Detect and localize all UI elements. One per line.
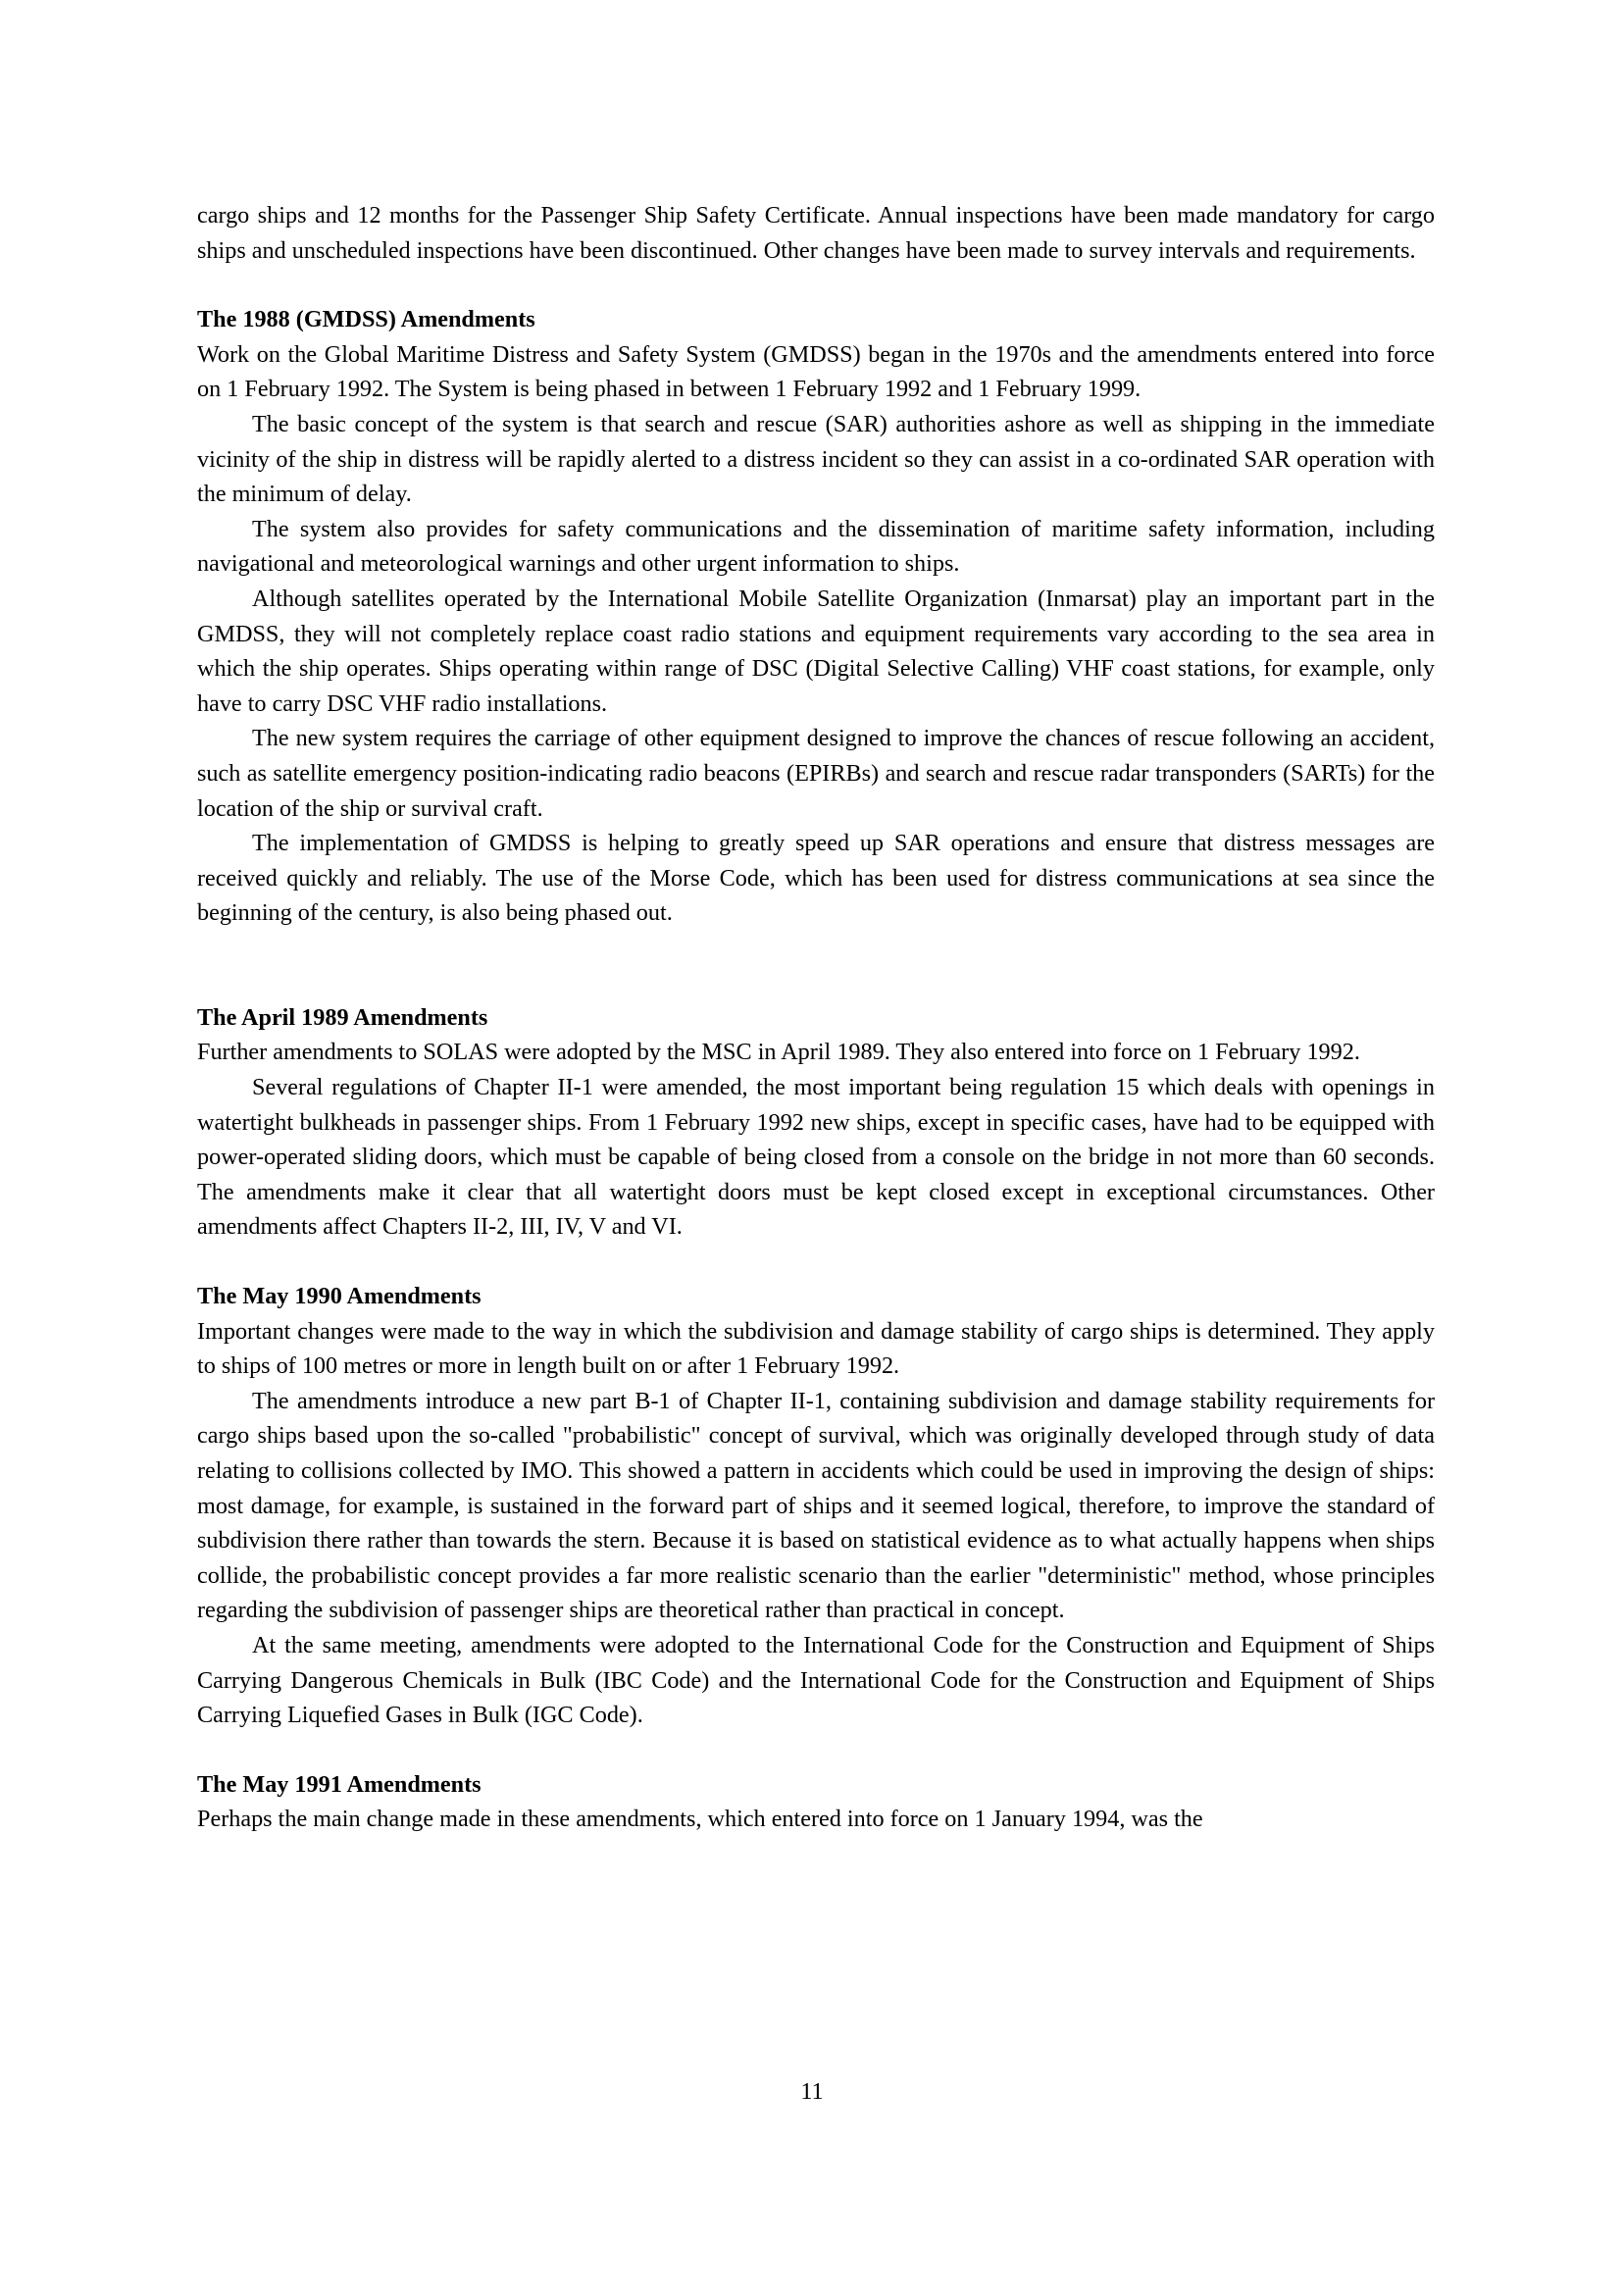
section-heading: The May 1991 Amendments (197, 1770, 482, 1798)
section-paragraph: Perhaps the main change made in these amendments, which entered into force on 1 January 1994, was the (197, 1806, 1203, 1833)
section-paragraph: The amendments introduce a new part B-1 of Chapter II-1, containing subdivision and damage stability requirements for cargo ships based upon the so-called "probabilistic" concept of survival, which was originally developed through study of data relating to collisions collected by IMO. This showed a pattern in accidents which could be used in improving the design of ships: most damage, for example, is sustained in the forward part of ships and it seemed logical, therefore, to improve the standard of subdivision there rather than towards the stern. Because it is based on statistical evidence as to what actually happens when ships collide, the probabilistic concept provides a far more realistic scenario than the earlier "deterministic" method, whose principles regarding the subdivision of passenger ships are theoretical rather than practical in concept. (197, 1387, 1435, 1624)
section-1988-gmdss (197, 302, 1435, 931)
spacer (197, 268, 1435, 302)
section-paragraph: The basic concept of the system is that search and rescue (SAR) authorities ashore as well as shipping in the immediate vicinity of the ship in distress will be rapidly alerted to a distress incident so they can assist in a co-ordinated SAR operation with the minimum of delay. (197, 410, 1435, 508)
section-april-1989 (197, 1000, 1435, 1245)
section-paragraph: Important changes were made to the way in which the subdivision and damage stability of cargo ships is determined. They apply to ships of 100 metres or more in length built on or after 1 February 1992. (197, 1317, 1435, 1380)
document-page (197, 198, 1435, 1837)
page-number: 11 (800, 2078, 824, 2105)
section-paragraph: At the same meeting, amendments were adopted to the International Code for the Construction and Equipment of Ships Carrying Dangerous Chemicals in Bulk (IBC Code) and the International Code for the Construction and Equipment of Ships Carrying Liquefied Gases in Bulk (IGC Code). (197, 1631, 1435, 1729)
section-paragraph: The implementation of GMDSS is helping to greatly speed up SAR operations and ensure that distress messages are received quickly and reliably. The use of the Morse Code, which has been used for distress communications at sea since the beginning of the century, is also being phased out. (197, 830, 1435, 927)
section-paragraph: Further amendments to SOLAS were adopted by the MSC in April 1989. They also entered into force on 1 February 1992. (197, 1039, 1360, 1066)
section-paragraph: The new system requires the carriage of other equipment designed to improve the chances of rescue following an accident, such as satellite emergency position-indicating radio beacons (EPIRBs) and search and rescue radar transponders (SARTs) for the location of the ship or survival craft. (197, 725, 1435, 822)
section-paragraph: Work on the Global Maritime Distress and Safety System (GMDSS) began in the 1970s and the amendments entered into force on 1 February 1992. The System is being phased in between 1 February 1992 and 1 February 1999. (197, 340, 1435, 403)
spacer (197, 1733, 1435, 1767)
intro-paragraph: cargo ships and 12 months for the Passenger Ship Safety Certificate. Annual inspections have been made mandatory for cargo ships and unscheduled inspections have been discontinued. Other changes have been made to survey intervals and requirements. (197, 202, 1435, 264)
section-paragraph: Several regulations of Chapter II-1 were amended, the most important being regulation 15 which deals with openings in watertight bulkheads in passenger ships. From 1 February 1992 new ships, except in specific cases, have had to be equipped with power-operated sliding doors, which must be capable of being closed from a console on the bridge in not more than 60 seconds. The amendments make it clear that all watertight doors must be kept closed except in exceptional circumstances. Other amendments affect Chapters II-2, III, IV, V and VI. (197, 1074, 1435, 1241)
section-heading: The 1988 (GMDSS) Amendments (197, 306, 535, 333)
spacer (197, 931, 1435, 1000)
section-paragraph: Although satellites operated by the International Mobile Satellite Organization (Inmarsat) play an important part in the GMDSS, they will not completely replace coast radio stations and equipment requirements vary according to the sea area in which the ship operates. Ships operating within range of DSC (Digital Selective Calling) VHF coast stations, for example, only have to carry DSC VHF radio installations. (197, 585, 1435, 717)
section-may-1991 (197, 1767, 1435, 1837)
section-heading: The May 1990 Amendments (197, 1283, 482, 1310)
section-heading: The April 1989 Amendments (197, 1003, 488, 1031)
section-paragraph: The system also provides for safety communications and the dissemination of maritime safety information, including navigational and meteorological warnings and other urgent information to ships. (197, 515, 1435, 578)
section-may-1990 (197, 1279, 1435, 1733)
spacer (197, 1245, 1435, 1279)
